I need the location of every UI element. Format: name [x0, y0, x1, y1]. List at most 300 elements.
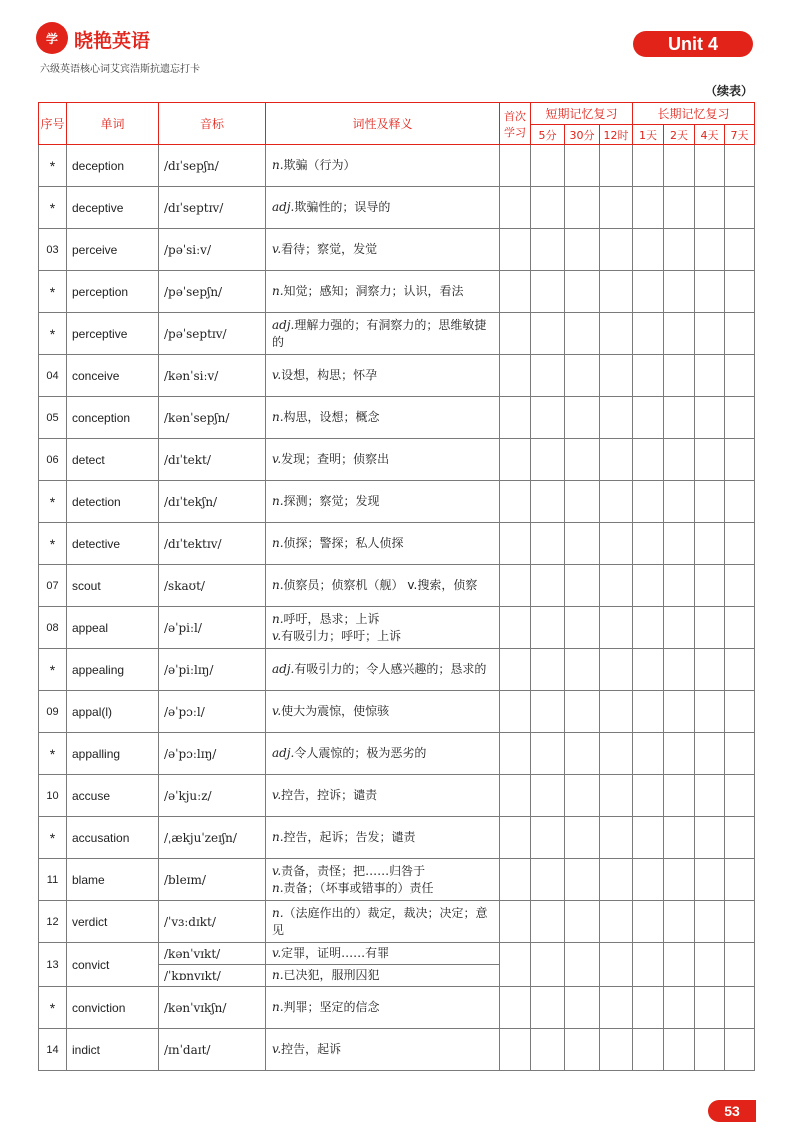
row-word: deceptive [67, 187, 159, 229]
vocabulary-table [38, 102, 755, 1071]
checkbox-cell[interactable] [565, 397, 600, 439]
row-number: 07 [39, 565, 67, 607]
definition-text: 令人震惊的；极为恶劣的 [294, 746, 427, 760]
checkbox-cell[interactable] [531, 187, 565, 229]
checkbox-cell[interactable] [565, 523, 600, 565]
row-number: 12 [39, 901, 67, 943]
row-phonetic: /əˈpiːlɪŋ/ [159, 649, 266, 691]
definition-line [272, 829, 493, 846]
part-of-speech: n. [272, 410, 284, 424]
checkbox-cell[interactable] [500, 145, 531, 187]
checkbox-cell[interactable] [531, 565, 565, 607]
row-word: convict [67, 943, 159, 987]
checkbox-cell[interactable] [531, 523, 565, 565]
table-row [39, 565, 755, 607]
part-of-speech: n. [272, 284, 284, 298]
header-interval-1day: 1天 [633, 125, 664, 145]
checkbox-cell[interactable] [600, 355, 633, 397]
row-number: 10 [39, 775, 67, 817]
checkbox-cell[interactable] [565, 439, 600, 481]
checkbox-cell[interactable] [633, 901, 664, 943]
part-of-speech: adj. [272, 200, 295, 214]
checkbox-cell[interactable] [725, 943, 755, 987]
checkbox-cell[interactable] [664, 523, 695, 565]
logo-text: 学 [45, 31, 58, 46]
checkbox-cell[interactable] [695, 733, 725, 775]
checkbox-cell[interactable] [633, 565, 664, 607]
part-of-speech: n. [272, 1000, 284, 1014]
row-number: * [39, 649, 67, 691]
definition-text: 欺骗（行为） [283, 158, 356, 172]
checkbox-cell[interactable] [695, 859, 725, 901]
definition-line [272, 451, 493, 468]
checkbox-cell[interactable] [531, 313, 565, 355]
header-short-review: 短期记忆复习 [531, 103, 633, 125]
row-phonetic: /dɪˈseptɪv/ [159, 187, 266, 229]
checkbox-cell[interactable] [633, 859, 664, 901]
row-word: deception [67, 145, 159, 187]
checkbox-cell[interactable] [664, 481, 695, 523]
checkbox-cell[interactable] [725, 271, 755, 313]
checkbox-cell[interactable] [725, 313, 755, 355]
checkbox-cell[interactable] [695, 145, 725, 187]
checkbox-cell[interactable] [531, 355, 565, 397]
definition-text: 定罪，证明……有罪 [281, 946, 390, 960]
brand-name: 晓艳英语 [74, 30, 151, 52]
checkbox-cell[interactable] [500, 859, 531, 901]
checkbox-cell[interactable] [600, 565, 633, 607]
checkbox-cell[interactable] [725, 775, 755, 817]
part-of-speech: n. [272, 578, 284, 592]
table-row [39, 649, 755, 691]
row-word: conception [67, 397, 159, 439]
checkbox-cell[interactable] [633, 355, 664, 397]
checkbox-cell[interactable] [664, 649, 695, 691]
checkbox-cell[interactable] [600, 523, 633, 565]
checkbox-cell[interactable] [500, 229, 531, 271]
checkbox-cell[interactable] [725, 607, 755, 649]
checkbox-cell[interactable] [633, 943, 664, 987]
checkbox-cell[interactable] [500, 397, 531, 439]
checkbox-cell[interactable] [500, 565, 531, 607]
checkbox-cell[interactable] [664, 565, 695, 607]
checkbox-cell[interactable] [725, 1029, 755, 1071]
checkbox-cell[interactable] [633, 649, 664, 691]
part-of-speech: v. [272, 452, 282, 466]
part-of-speech: n. [272, 494, 284, 508]
checkbox-cell[interactable] [531, 691, 565, 733]
part-of-speech: adj. [272, 317, 295, 332]
row-meaning [266, 439, 500, 481]
table-row [39, 859, 755, 901]
row-phonetic: /pəˈsepʃn/ [159, 271, 266, 313]
checkbox-cell[interactable] [565, 859, 600, 901]
checkbox-cell[interactable] [695, 565, 725, 607]
header-phonetic: 音标 [159, 103, 266, 145]
checkbox-cell[interactable] [664, 439, 695, 481]
definition-line [272, 199, 493, 216]
row-word: detective [67, 523, 159, 565]
checkbox-cell[interactable] [633, 691, 664, 733]
definition-text: 理解力强的；有洞察力的；思维敏捷的 [272, 317, 487, 349]
definition-text: 使大为震惊，使惊骇 [281, 704, 390, 718]
checkbox-cell[interactable] [725, 733, 755, 775]
row-word: blame [67, 859, 159, 901]
checkbox-cell[interactable] [600, 397, 633, 439]
checkbox-cell[interactable] [664, 733, 695, 775]
row-meaning [266, 607, 500, 649]
checkbox-cell[interactable] [725, 355, 755, 397]
checkbox-cell[interactable] [725, 523, 755, 565]
checkbox-cell[interactable] [633, 607, 664, 649]
checkbox-cell[interactable] [565, 1029, 600, 1071]
checkbox-cell[interactable] [600, 901, 633, 943]
checkbox-cell[interactable] [531, 859, 565, 901]
checkbox-cell[interactable] [500, 817, 531, 859]
unit-badge: Unit 4 [633, 31, 753, 57]
checkbox-cell[interactable] [633, 313, 664, 355]
row-meaning [266, 987, 500, 1029]
row-meaning [266, 1029, 500, 1071]
definition-text: 欺骗性的；误导的 [294, 200, 391, 214]
checkbox-cell[interactable] [565, 271, 600, 313]
checkbox-cell[interactable] [725, 145, 755, 187]
part-of-speech: n. [272, 880, 284, 895]
checkbox-cell[interactable] [664, 397, 695, 439]
row-meaning [266, 229, 500, 271]
checkbox-cell[interactable] [565, 565, 600, 607]
checkbox-cell[interactable] [633, 187, 664, 229]
checkbox-cell[interactable] [500, 691, 531, 733]
checkbox-cell[interactable] [633, 481, 664, 523]
checkbox-cell[interactable] [500, 355, 531, 397]
checkbox-cell[interactable] [664, 901, 695, 943]
checkbox-cell[interactable] [565, 229, 600, 271]
checkbox-cell[interactable] [600, 439, 633, 481]
checkbox-cell[interactable] [633, 987, 664, 1029]
row-word: perception [67, 271, 159, 313]
definition-text: 控告，控诉；谴责 [281, 788, 378, 802]
row-meaning [266, 355, 500, 397]
row-phonetic: /skaʊt/ [159, 565, 266, 607]
definition-text: 有吸引力；呼吁；上诉 [281, 628, 402, 643]
checkbox-cell[interactable] [500, 775, 531, 817]
definition-line [272, 787, 493, 804]
row-number: * [39, 481, 67, 523]
checkbox-cell[interactable] [695, 481, 725, 523]
checkbox-cell[interactable] [633, 523, 664, 565]
checkbox-cell[interactable] [725, 987, 755, 1029]
row-meaning [266, 649, 500, 691]
checkbox-cell[interactable] [633, 775, 664, 817]
definition-line [272, 317, 493, 351]
checkbox-cell[interactable] [633, 229, 664, 271]
checkbox-cell[interactable] [500, 1029, 531, 1071]
row-meaning [266, 733, 500, 775]
row-number: 09 [39, 691, 67, 733]
checkbox-cell[interactable] [695, 817, 725, 859]
row-number: * [39, 733, 67, 775]
checkbox-cell[interactable] [664, 313, 695, 355]
checkbox-cell[interactable] [600, 481, 633, 523]
header-meaning: 词性及释义 [266, 103, 500, 145]
checkbox-cell[interactable] [633, 271, 664, 313]
row-meaning [266, 817, 500, 859]
checkbox-cell[interactable] [531, 229, 565, 271]
row-number: 06 [39, 439, 67, 481]
row-phonetic: /kənˈsepʃn/ [159, 397, 266, 439]
table-row [39, 607, 755, 649]
checkbox-cell[interactable] [664, 943, 695, 987]
checkbox-cell[interactable] [531, 817, 565, 859]
table-body [39, 145, 755, 1071]
part-of-speech: v. [272, 368, 282, 382]
checkbox-cell[interactable] [695, 271, 725, 313]
definition-text: 知觉；感知；洞察力；认识，看法 [283, 284, 464, 298]
table-row [39, 187, 755, 229]
part-of-speech: n. [272, 158, 284, 172]
definition-text: 已决犯，服刑囚犯 [283, 968, 380, 982]
checkbox-cell[interactable] [565, 943, 600, 987]
checkbox-cell[interactable] [695, 355, 725, 397]
checkbox-cell[interactable] [531, 733, 565, 775]
row-meaning [266, 691, 500, 733]
definition-line [272, 241, 493, 258]
checkbox-cell[interactable] [633, 1029, 664, 1071]
definition-line [272, 999, 493, 1016]
checkbox-cell[interactable] [531, 901, 565, 943]
checkbox-cell[interactable] [725, 229, 755, 271]
checkbox-cell[interactable] [500, 523, 531, 565]
checkbox-cell[interactable] [725, 397, 755, 439]
definition-line [272, 157, 493, 174]
checkbox-cell[interactable] [565, 649, 600, 691]
table-row [39, 397, 755, 439]
checkbox-cell[interactable] [500, 313, 531, 355]
checkbox-cell[interactable] [725, 481, 755, 523]
table-row [39, 901, 755, 943]
row-meaning [266, 271, 500, 313]
checkbox-cell[interactable] [600, 649, 633, 691]
checkbox-cell[interactable] [500, 271, 531, 313]
checkbox-cell[interactable] [600, 775, 633, 817]
checkbox-cell[interactable] [633, 145, 664, 187]
checkbox-cell[interactable] [664, 817, 695, 859]
checkbox-cell[interactable] [695, 901, 725, 943]
part-of-speech: n. [272, 611, 284, 626]
table-row [39, 439, 755, 481]
checkbox-cell[interactable] [664, 859, 695, 901]
checkbox-cell[interactable] [664, 987, 695, 1029]
checkbox-cell[interactable] [531, 481, 565, 523]
table-row [39, 481, 755, 523]
checkbox-cell[interactable] [565, 145, 600, 187]
row-phonetic: /ɪnˈdaɪt/ [159, 1029, 266, 1071]
checkbox-cell[interactable] [664, 187, 695, 229]
header-word: 单词 [67, 103, 159, 145]
definition-line [272, 367, 493, 384]
checkbox-cell[interactable] [565, 313, 600, 355]
row-meaning [266, 523, 500, 565]
checkbox-cell[interactable] [725, 439, 755, 481]
checkbox-cell[interactable] [531, 987, 565, 1029]
row-word: accusation [67, 817, 159, 859]
checkbox-cell[interactable] [500, 943, 531, 987]
checkbox-cell[interactable] [500, 607, 531, 649]
checkbox-cell[interactable] [664, 607, 695, 649]
row-meaning [266, 145, 500, 187]
checkbox-cell[interactable] [695, 987, 725, 1029]
checkbox-cell[interactable] [565, 355, 600, 397]
definition-line [272, 577, 493, 594]
checkbox-cell[interactable] [725, 901, 755, 943]
checkbox-cell[interactable] [600, 607, 633, 649]
checkbox-cell[interactable] [695, 439, 725, 481]
checkbox-cell[interactable] [725, 817, 755, 859]
checkbox-cell[interactable] [633, 817, 664, 859]
row-word: verdict [67, 901, 159, 943]
row-word: perceive [67, 229, 159, 271]
table-row [39, 145, 755, 187]
checkbox-cell[interactable] [725, 691, 755, 733]
checkbox-cell[interactable] [633, 397, 664, 439]
checkbox-cell[interactable] [565, 775, 600, 817]
row-phonetic: /əˈpɔːl/ [159, 691, 266, 733]
checkbox-cell[interactable] [500, 901, 531, 943]
row-phonetic: /dɪˈtekt/ [159, 439, 266, 481]
checkbox-cell[interactable] [500, 187, 531, 229]
definition-line [272, 283, 493, 300]
definition-text: 侦探；警探；私人侦探 [283, 536, 404, 550]
checkbox-cell[interactable] [565, 607, 600, 649]
checkbox-cell[interactable] [695, 313, 725, 355]
row-phonetic: /əˈkjuːz/ [159, 775, 266, 817]
checkbox-cell[interactable] [565, 901, 600, 943]
row-word: conviction [67, 987, 159, 1029]
part-of-speech: n. [272, 968, 284, 982]
checkbox-cell[interactable] [695, 1029, 725, 1071]
row-word: perceptive [67, 313, 159, 355]
brand-logo-icon [36, 22, 68, 54]
definition-line [272, 628, 493, 645]
checkbox-cell[interactable] [500, 481, 531, 523]
checkbox-cell[interactable] [500, 649, 531, 691]
checkbox-cell[interactable] [600, 229, 633, 271]
row-word: appalling [67, 733, 159, 775]
checkbox-cell[interactable] [695, 523, 725, 565]
checkbox-cell[interactable] [664, 229, 695, 271]
checkbox-cell[interactable] [531, 649, 565, 691]
checkbox-cell[interactable] [565, 733, 600, 775]
checkbox-cell[interactable] [664, 355, 695, 397]
checkbox-cell[interactable] [500, 733, 531, 775]
definition-text: 控告，起诉 [281, 1042, 342, 1056]
checkbox-cell[interactable] [565, 187, 600, 229]
checkbox-cell[interactable] [531, 607, 565, 649]
row-phonetic: /dɪˈsepʃn/ [159, 145, 266, 187]
checkbox-cell[interactable] [725, 649, 755, 691]
checkbox-cell[interactable] [664, 691, 695, 733]
checkbox-cell[interactable] [531, 775, 565, 817]
checkbox-cell[interactable] [695, 187, 725, 229]
checkbox-cell[interactable] [531, 145, 565, 187]
checkbox-cell[interactable] [695, 607, 725, 649]
checkbox-cell[interactable] [695, 691, 725, 733]
checkbox-cell[interactable] [695, 397, 725, 439]
checkbox-cell[interactable] [531, 439, 565, 481]
checkbox-cell[interactable] [633, 439, 664, 481]
table-row [39, 313, 755, 355]
checkbox-cell[interactable] [600, 817, 633, 859]
row-phonetic: /dɪˈtektɪv/ [159, 523, 266, 565]
checkbox-cell[interactable] [600, 1029, 633, 1071]
checkbox-cell[interactable] [664, 271, 695, 313]
part-of-speech: v. [272, 788, 282, 802]
definition-text: 责备，责怪；把……归咎于 [281, 863, 426, 878]
checkbox-cell[interactable] [600, 943, 633, 987]
checkbox-cell[interactable] [600, 271, 633, 313]
checkbox-cell[interactable] [664, 775, 695, 817]
row-number: * [39, 817, 67, 859]
checkbox-cell[interactable] [695, 649, 725, 691]
checkbox-cell[interactable] [565, 481, 600, 523]
row-phonetic: /əˈpɔːlɪŋ/ [159, 733, 266, 775]
definition-line [272, 661, 493, 678]
row-phonetic: /dɪˈtekʃn/ [159, 481, 266, 523]
checkbox-cell[interactable] [725, 859, 755, 901]
checkbox-cell[interactable] [664, 145, 695, 187]
checkbox-cell[interactable] [500, 439, 531, 481]
table-row [39, 1029, 755, 1071]
checkbox-cell[interactable] [565, 987, 600, 1029]
definition-text: 看待；察觉，发觉 [281, 242, 378, 256]
checkbox-cell[interactable] [531, 1029, 565, 1071]
checkbox-cell[interactable] [600, 733, 633, 775]
checkbox-cell[interactable] [500, 987, 531, 1029]
checkbox-cell[interactable] [600, 313, 633, 355]
row-meaning [266, 313, 500, 355]
header-num: 序号 [39, 103, 67, 145]
checkbox-cell[interactable] [695, 943, 725, 987]
row-number: * [39, 313, 67, 355]
book-subtitle: 六级英语核心词艾宾浩斯抗遗忘打卡 [40, 64, 200, 75]
checkbox-cell[interactable] [664, 1029, 695, 1071]
checkbox-cell[interactable] [531, 943, 565, 987]
checkbox-cell[interactable] [600, 187, 633, 229]
row-word: detect [67, 439, 159, 481]
checkbox-cell[interactable] [600, 145, 633, 187]
row-meaning [266, 775, 500, 817]
row-meaning [266, 965, 500, 987]
checkbox-cell[interactable] [725, 565, 755, 607]
checkbox-cell[interactable] [633, 733, 664, 775]
row-number: 04 [39, 355, 67, 397]
row-word: appeal [67, 607, 159, 649]
definition-text: 侦察员；侦察机（舰） v.搜索，侦察 [283, 578, 478, 592]
checkbox-cell[interactable] [531, 271, 565, 313]
checkbox-cell[interactable] [695, 775, 725, 817]
checkbox-cell[interactable] [600, 859, 633, 901]
checkbox-cell[interactable] [695, 229, 725, 271]
checkbox-cell[interactable] [725, 187, 755, 229]
checkbox-cell[interactable] [531, 397, 565, 439]
row-number: 14 [39, 1029, 67, 1071]
checkbox-cell[interactable] [600, 987, 633, 1029]
checkbox-cell[interactable] [565, 817, 600, 859]
checkbox-cell[interactable] [600, 691, 633, 733]
row-phonetic: /ˈvɜːdɪkt/ [159, 901, 266, 943]
checkbox-cell[interactable] [565, 691, 600, 733]
